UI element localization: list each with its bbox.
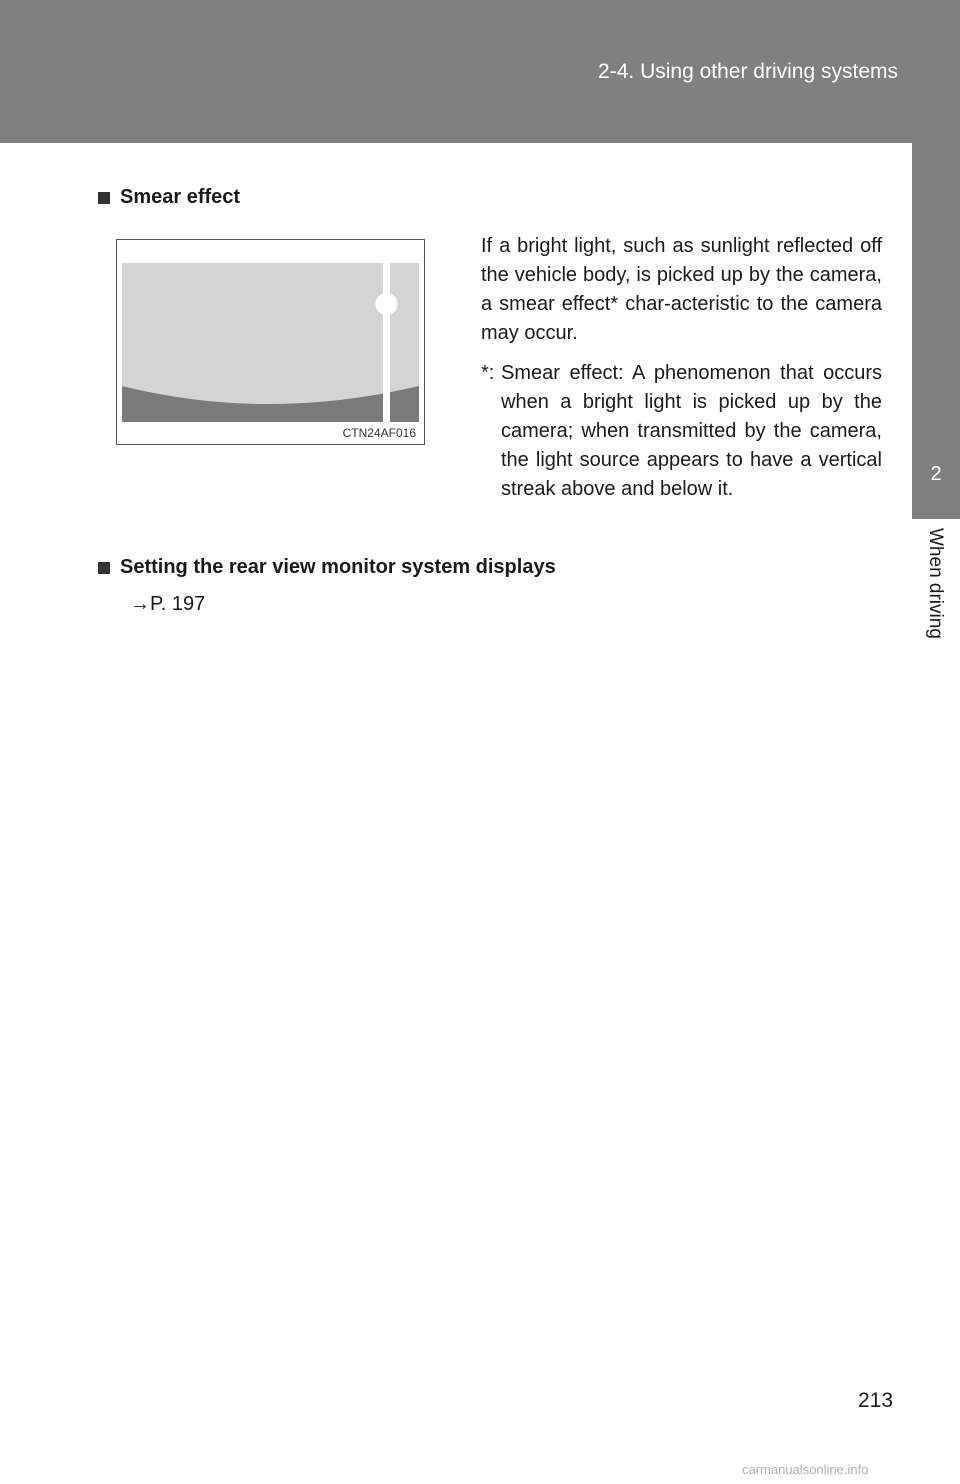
page-number: 213 — [858, 1389, 894, 1412]
page-reference-link[interactable] — [130, 593, 205, 616]
reference-text: P. 197 — [150, 593, 206, 615]
chapter-number: 2 — [930, 463, 942, 485]
smear-effect-illustration — [116, 239, 425, 445]
heading-smear-effect — [98, 186, 240, 209]
side-tab-spacer — [912, 143, 960, 209]
camera-screen-graphic — [117, 240, 424, 444]
chapter-tab — [912, 209, 960, 519]
page-header — [0, 0, 960, 143]
heading-monitor-settings — [98, 556, 556, 579]
square-bullet-icon — [98, 192, 110, 204]
smear-paragraph: If a bright light, such as sunlight reflected off the vehicle body, is picked up by the camera, a smear effect* char-acteristic to the camera may occur. — [481, 235, 882, 344]
section-title: 2-4. Using other driving systems — [598, 60, 898, 83]
footnote-mark: *: — [481, 362, 495, 384]
watermark: carmanualsonline.info — [742, 1462, 869, 1477]
chapter-label: When driving — [925, 528, 946, 639]
footnote-text: Smear effect: A phenomenon that occurs when a bright light is picked up by the camera; when transmitted by the camera, the light source appears to have a vertical streak above and below it. — [501, 362, 882, 500]
heading-text: Setting the rear view monitor system displays — [120, 556, 556, 578]
footnote — [481, 359, 882, 504]
square-bullet-icon — [98, 562, 110, 574]
figure-caption: CTN24AF016 — [342, 426, 416, 440]
arrow-right-icon: → — [130, 593, 150, 615]
heading-text: Smear effect — [120, 186, 241, 208]
